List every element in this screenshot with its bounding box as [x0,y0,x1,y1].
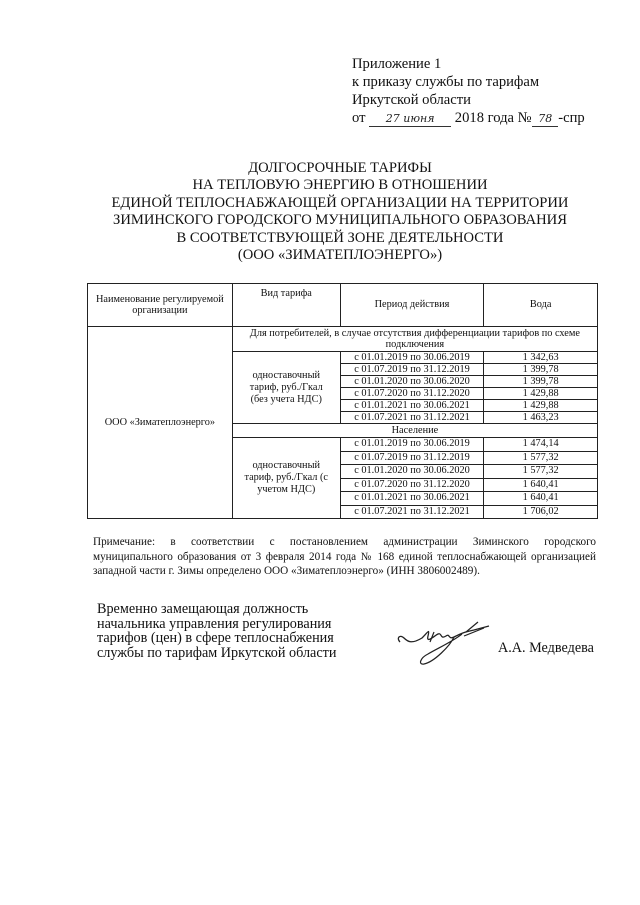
handwritten-date: 27 июня [369,112,451,127]
period-cell: с 01.07.2021 по 31.12.2021 [340,505,484,519]
period-cell: с 01.07.2020 по 31.12.2020 [340,478,484,492]
period-cell: с 01.07.2019 по 31.12.2019 [340,451,484,465]
signer-name: А.А. Медведева [498,640,594,656]
tariff-table [87,283,598,519]
handwritten-signature-icon [394,612,494,677]
title-line: (ООО «ЗИМАТЕПЛОЭНЕРГО») [237,247,443,264]
note-line: муниципального образования от 3 февраля 2014 года № 168 единой теплоснабжающей организацией [93,550,596,563]
appendix-header [352,55,585,127]
position-line: Временно замещающая должность [97,601,309,617]
appendix-region: Иркутской области [352,92,471,108]
date-prefix: от [352,110,366,126]
period-cell: с 01.01.2021 по 30.06.2021 [340,400,484,412]
header-tariff-type: Вид тарифа [232,284,340,327]
appendix-order-ref: к приказу службы по тарифам [352,74,540,90]
position-line: службы по тарифам Иркутской области [97,644,337,661]
period-cell: с 01.01.2021 по 30.06.2021 [340,492,484,506]
order-suffix: -спр [558,110,585,126]
period-cell: с 01.01.2020 по 30.06.2020 [340,465,484,479]
tariff-type-cell: одноставочный тариф, руб./Гкал (без учета НДС) [232,352,340,424]
value-cell: 1 429,88 [484,388,598,400]
header-period: Период действия [340,284,484,327]
value-cell: 1 640,41 [484,478,598,492]
value-cell: 1 399,78 [484,364,598,376]
period-cell: с 01.07.2021 по 31.12.2021 [340,412,484,424]
table-header-row [88,284,598,327]
period-cell: с 01.01.2019 по 30.06.2019 [340,352,484,364]
note-line: Примечание: в соответствии с постановлением администрации Зиминского городского [93,536,596,548]
title-line: В СООТВЕТСТВУЮЩЕЙ ЗОНЕ ДЕЯТЕЛЬНОСТИ [176,229,504,246]
note-line: западной части г. Зимы определено ООО «Зиматеплоэнерго» (ИНН 3806002489). [93,565,480,578]
value-cell: 1 640,41 [484,492,598,506]
value-cell: 1 463,23 [484,412,598,424]
header-water: Вода [484,284,598,327]
year-text: 2018 года № [454,110,532,126]
title-line: НА ТЕПЛОВУЮ ЭНЕРГИЮ В ОТНОШЕНИИ [192,177,488,194]
group-heading-row [88,327,598,352]
tariff-type-cell: одноставочный тариф, руб./Гкал (с учетом НДС) [232,438,340,519]
appendix-title: Приложение 1 [352,56,442,72]
position-line: начальника управления регулирования [97,615,332,632]
value-cell: 1 474,14 [484,438,598,452]
value-cell: 1 429,88 [484,400,598,412]
period-cell: с 01.01.2020 по 30.06.2020 [340,376,484,388]
signer-position [97,602,336,660]
title-line: ДОЛГОСРОЧНЫЕ ТАРИФЫ [248,160,432,176]
value-cell: 1 399,78 [484,376,598,388]
value-cell: 1 577,32 [484,451,598,465]
group-heading: Население [232,424,597,438]
handwritten-number: 78 [532,112,558,127]
document-title [80,160,600,264]
header-organization: Наименование регулируемой организации [88,284,233,327]
organization-cell: ООО «Зиматеплоэнерго» [88,327,233,519]
appendix-date-line [352,109,585,127]
period-cell: с 01.07.2020 по 31.12.2020 [340,388,484,400]
title-line: ЕДИНОЙ ТЕПЛОСНАБЖАЮЩЕЙ ОРГАНИЗАЦИИ НА ТЕРРИТОРИИ [111,194,569,211]
title-line: ЗИМИНСКОГО ГОРОДСКОГО МУНИЦИПАЛЬНОГО ОБРАЗОВАНИЯ [113,212,567,229]
value-cell: 1 706,02 [484,505,598,519]
period-cell: с 01.01.2019 по 30.06.2019 [340,438,484,452]
position-line: тарифов (цен) в сфере теплоснабжения [97,630,334,647]
value-cell: 1 577,32 [484,465,598,479]
value-cell: 1 342,63 [484,352,598,364]
note-paragraph [93,535,596,579]
period-cell: с 01.07.2019 по 31.12.2019 [340,364,484,376]
group-heading: Для потребителей, в случае отсутствия дифференциации тарифов по схеме подключения [232,327,597,352]
